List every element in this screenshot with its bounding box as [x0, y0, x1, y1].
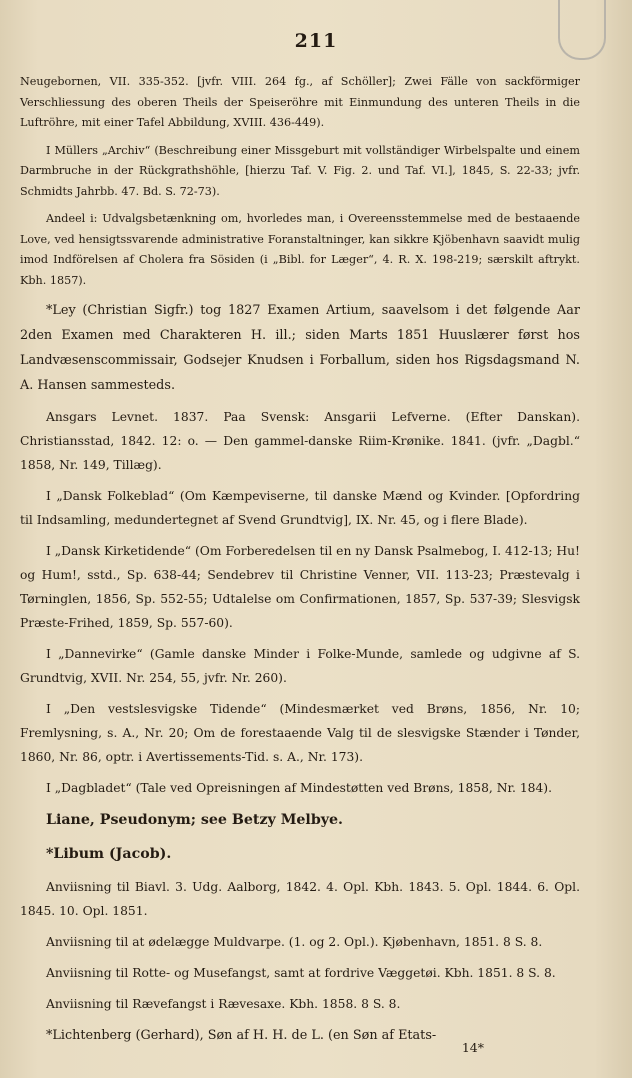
entry-lichtenberg: *Lichtenberg (Gerhard), Søn af H. H. de L. (en Søn af Etats- [46, 1028, 437, 1043]
text-paragraph: Anviisning til at ødelægge Muldvarpe. (1. og 2. Opl.). Kjøbenhavn, 1851. 8 S. 8. [46, 935, 543, 949]
text-paragraph: Ansgars Levnet. 1837. Paa Svensk: Ansgarii Lefverne. (Efter Danskan). Christiansstad, 1842. 12: o. — Den gammel-danske Riim-Krønike. 1841. (jvfr. „Dagbl.“ 1858, Nr. 149, Tillæg). [20, 410, 580, 472]
text-paragraph: I „Dansk Folkeblad“ (Om Kæmpeviserne, til danske Mænd og Kvinder. [Opfordring til Indsamling, medundertegnet af Svend Grundtvig], IX. Nr. 45, og i flere Blade). [20, 489, 580, 527]
text-paragraph: Anviisning til Biavl. 3. Udg. Aalborg, 1842. 4. Opl. Kbh. 1843. 5. Opl. 1844. 6. Opl. 1845. 10. Opl. 1851. [20, 880, 580, 918]
text-paragraph: Neugebornen, VII. 335-352. [jvfr. VIII. 264 fg., af Schöller]; Zwei Fälle von sackförmiger Verschliessung des oberen Theils der Speiseröhre mit Einmundung des unteren Theils in die Luftröhre, mit einer Tafel Abbildung, XVIII. 436-449). [20, 75, 580, 129]
page-number: 211 [294, 30, 338, 52]
text-paragraph: I „Dagbladet“ (Tale ved Opreisningen af Mindestøtten ved Brøns, 1858, Nr. 184). [46, 781, 553, 795]
page-body [20, 72, 580, 1055]
text-paragraph: I „Den vestslesvigske Tidende“ (Mindesmærket ved Brøns, 1856, Nr. 10; Fremlysning, s. A., Nr. 20; Om de forestaaende Valg til de slesvigske Stænder i Tønder, 1860, Nr. 86, optr. i Avertissements-Tid. s. A., Nr. 173). [20, 702, 580, 764]
entry-libum: *Libum (Jacob). [46, 846, 172, 862]
entry-ley: *Ley (Christian Sigfr.) tog 1827 Examen Artium, saavelsom i det følgende Aar 2den Examen med Charakteren H. ill.; siden Marts 1851 Huuslærer først hos Landvæsenscommissair, Godsejer Knudsen i Forballum, siden hos Rigsdagsmand N. A. Hansen sammesteds. [20, 303, 580, 393]
text-paragraph: Anviisning til Rævefangst i Rævesaxe. Kbh. 1858. 8 S. 8. [46, 997, 401, 1011]
text-paragraph: I „Dannevirke“ (Gamle danske Minder i Folke-Munde, samlede og udgivne af S. Grundtvig, XVII. Nr. 254, 55, jvfr. Nr. 260). [20, 647, 580, 685]
text-paragraph: I „Dansk Kirketidende“ (Om Forberedelsen til en ny Dansk Psalmebog, I. 412-13; Hu! og Hum!, sstd., Sp. 638-44; Sendebrev til Christine Venner, VII. 113-23; Præstevalg i Tørninglen, 1856, Sp. 552-55; Udtalelse om Confirmationen, 1857, Sp. 537-39; Slesvigsk Præste-Frihed, 1859, Sp. 557-60). [20, 544, 580, 630]
text-paragraph: I Müllers „Archiv“ (Beschreibung einer Missgeburt mit vollständiger Wirbelspalte und einem Darmbruche in der Rückgrathshöhle, [hierzu Taf. V. Fig. 2. und Taf. VI.], 1845, S. 22-33; jvfr. Schmidts Jahrbb. 47. Bd. S. 72-73). [20, 143, 580, 198]
text-paragraph: Anviisning til Rotte- og Musefangst, samt at fordrive Væggetøi. Kbh. 1851. 8 S. 8. [46, 966, 556, 980]
signature-mark: 14* [461, 1040, 484, 1055]
text-paragraph: Andeel i: Udvalgsbetænkning om, hvorledes man, i Overeensstemmelse med de bestaaende Love, ved hensigtssvarende administrative Foranstaltninger, kan sikkre Kjöbenhavn saavidt mulig imod Indförelsen af Cholera fra Sösiden (i „Bibl. for Læger“, 4. R. X. 198-219; særskilt aftrykt. Kbh. 1857). [20, 212, 580, 287]
entry-liane: Liane, Pseudonym; see Betzy Melbye. [46, 812, 343, 828]
